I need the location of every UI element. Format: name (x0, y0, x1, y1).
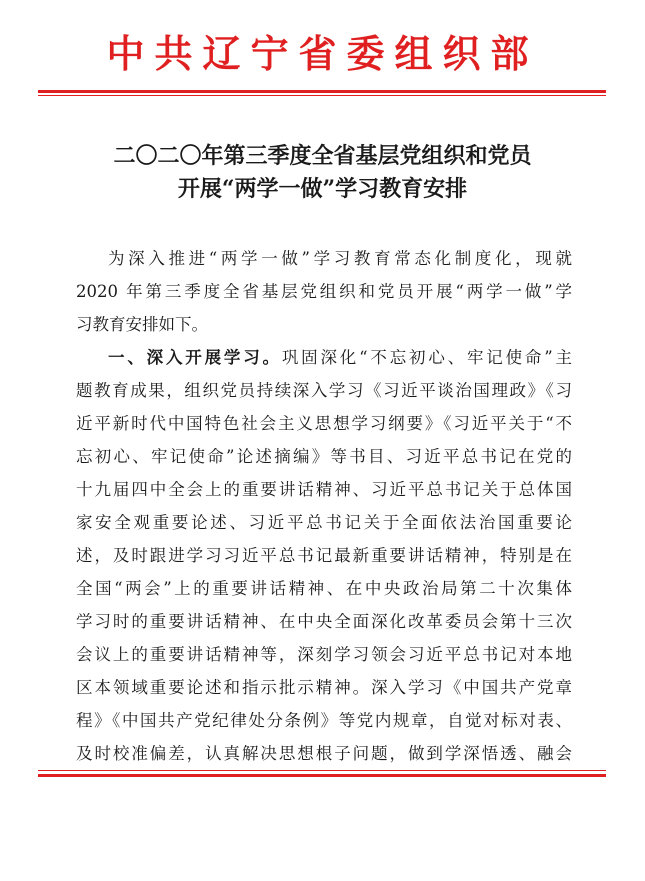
body-line: 区本领域重要论述和指示批示精神。深入学习《中国共产党章 (76, 678, 572, 697)
body-line: 家安全观重要论述、习近平总书记关于全面依法治国重要论 (76, 513, 572, 532)
body-line: 忘初心、牢记使命”论述摘编》等书目、习近平总书记在党的 (76, 447, 572, 466)
body-line: 学习时的重要讲话精神、在中央全面深化改革委员会第十三次 (76, 612, 572, 631)
footer-rule-thin (38, 770, 606, 771)
body-line: 述，及时跟进学习习近平总书记最新重要讲话精神，特别是在 (76, 546, 572, 565)
document-title-line-2: 开展“两学一做”学习教育安排 (177, 176, 468, 202)
body-line: 习教育安排如下。 (76, 315, 208, 334)
body-line: 程》《中国共产党纪律处分条例》等党内规章，自觉对标对表、 (76, 711, 572, 730)
footer-rule-thick (38, 774, 606, 777)
body-line: 会议上的重要讲话精神等，深刻学习领会习近平总书记对本地 (76, 645, 572, 664)
section-heading: 一、深入开展学习。 (108, 348, 282, 367)
document-title-line-1: 二〇二〇年第三季度全省基层党组织和党员 (113, 143, 532, 169)
body-line-with-heading (108, 343, 572, 373)
body-text: 巩固深化“不忘初心、牢记使命”主 (281, 348, 572, 367)
body-line: 题教育成果，组织党员持续深入学习《习近平谈治国理政》《习 (76, 381, 572, 400)
body-line: 十九届四中全会上的重要讲话精神、习近平总书记关于总体国 (76, 480, 572, 499)
body-line: 全国“两会”上的重要讲话精神、在中央政治局第二十次集体 (76, 579, 572, 598)
issuing-organization-header: 中共辽宁省委组织部 (106, 31, 539, 76)
body-line: 近平新时代中国特色社会主义思想学习纲要》《习近平关于“不 (76, 414, 572, 433)
header-rule-thick (38, 90, 606, 93)
body-line: 及时校准偏差，认真解决思想根子问题，做到学深悟透、融会 (76, 744, 572, 763)
header-rule-thin (38, 95, 606, 96)
body-line: 为深入推进“两学一做”学习教育常态化制度化，现就 (108, 249, 572, 268)
body-line: 2020 年第三季度全省基层党组织和党员开展“两学一做”学 (76, 282, 572, 301)
